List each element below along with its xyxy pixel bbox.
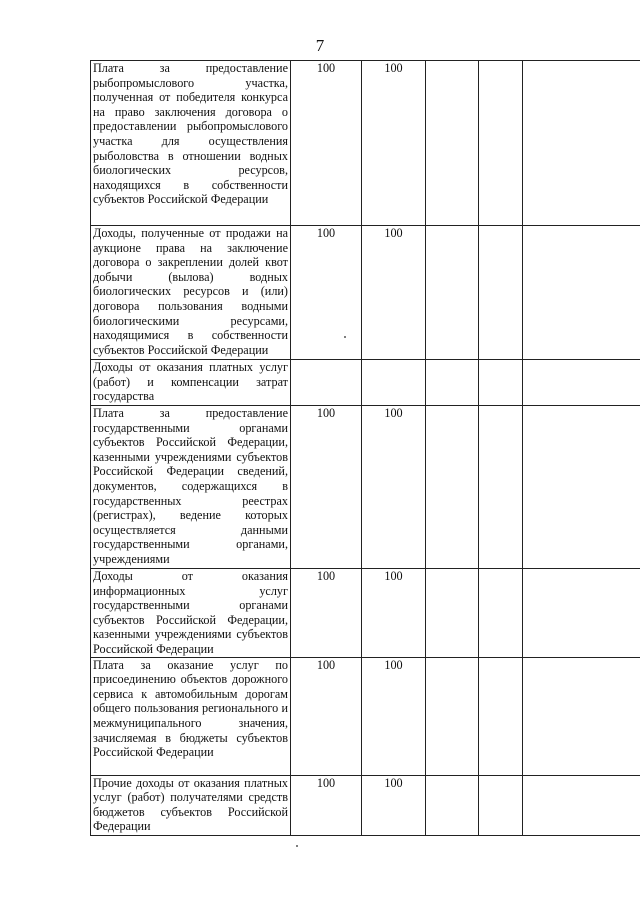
revenue-description-cell: Доходы от оказания платных услуг (работ) и компенсации затрат государства [91,360,291,406]
empty-cell [479,406,523,569]
empty-cell [479,360,523,406]
empty-cell [479,657,523,775]
table-row [91,406,640,569]
table-row [91,226,640,360]
empty-cell [523,569,640,658]
empty-cell [426,657,479,775]
empty-cell [426,360,479,406]
empty-cell [426,775,479,835]
table-row [91,360,640,406]
page-number: 7 [315,36,325,55]
value-cell: 100 [362,406,426,569]
value-cell: 100 [291,775,362,835]
revenue-description-cell: Плата за предоставление рыбопромыслового участка, полученная от победителя конкурса на право заключения договора о предоставлении рыбопромыслового участка для осуществления рыболовства в отношении водных биологических ресурсов, находящихся в собственности субъектов Российской Федерации [91,61,291,226]
value-cell: 100 [291,569,362,658]
value-cell: 100 [362,657,426,775]
empty-cell [479,226,523,360]
empty-cell [479,61,523,226]
value-cell: 100 [291,657,362,775]
value-cell: 100 [362,569,426,658]
empty-cell [523,61,640,226]
value-cell [362,360,426,406]
empty-cell [426,569,479,658]
empty-cell [426,226,479,360]
table-row [91,657,640,775]
empty-cell [523,226,640,360]
value-cell: 100 [291,406,362,569]
scan-speck [296,845,298,847]
table-row [91,61,640,226]
empty-cell [523,360,640,406]
value-cell: 100 [362,226,426,360]
table-row [91,569,640,658]
revenue-description-cell: Плата за предоставление государственными органами субъектов Российской Федерации, казенными учреждениями субъектов Российской Федерации сведений, документов, содержащихся в государственных реестрах (регистрах), ведение которых осуществляется данными государственными органами, учреждениями [91,406,291,569]
empty-cell [479,569,523,658]
revenue-distribution-table [90,60,640,836]
value-cell: 100 [291,226,362,360]
revenue-description-cell: Доходы от оказания информационных услуг государственными органами субъектов Российской Федерации, казенными учреждениями субъектов Российской Федерации [91,569,291,658]
empty-cell [479,775,523,835]
empty-cell [523,657,640,775]
revenue-description-cell: Плата за оказание услуг по присоединению объектов дорожного сервиса к автомобильным дорогам общего пользования регионального и межмуниципального значения, зачисляемая в бюджеты субъектов Российской Федерации [91,657,291,775]
empty-cell [426,406,479,569]
empty-cell [426,61,479,226]
revenue-description-cell: Прочие доходы от оказания платных услуг (работ) получателями средств бюджетов субъектов Российской Федерации [91,775,291,835]
value-cell: 100 [291,61,362,226]
empty-cell [523,406,640,569]
empty-cell [523,775,640,835]
scan-speck [344,336,346,338]
table-row [91,775,640,835]
value-cell: 100 [362,775,426,835]
value-cell: 100 [362,61,426,226]
revenue-description-cell: Доходы, полученные от продажи на аукционе права на заключение договора о закреплении долей квот добычи (вылова) водных биологических ресурсов и (или) договора пользования водными биологическими ресурсами, находящимися в собственности субъектов Российской Федерации [91,226,291,360]
value-cell [291,360,362,406]
